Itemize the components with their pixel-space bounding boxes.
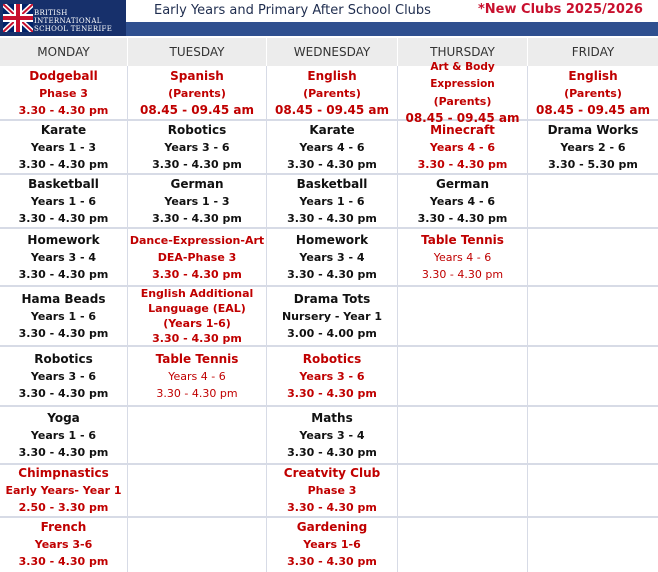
club-name: Homework [27, 232, 100, 247]
header-band [126, 22, 658, 36]
tuesday-club-cell [128, 121, 266, 173]
club-name: Maths [311, 410, 353, 425]
club-detail: (Parents) [433, 95, 492, 108]
page-title: Early Years and Primary After School Clubs [154, 3, 431, 18]
tuesday-club-cell [128, 347, 266, 405]
club-time: 3.30 - 4.30 pm [18, 211, 109, 225]
union-jack-icon [3, 4, 33, 32]
thursday-club-cell [398, 175, 527, 227]
wednesday-club-cell [267, 465, 397, 516]
club-time: 3.00 - 4.00 pm [287, 326, 377, 340]
day-header-monday: MONDAY [0, 38, 127, 66]
club-time: 3.30 - 4.30 pm [18, 157, 109, 171]
club-detail: Years 3 - 4 [299, 250, 365, 264]
club-name: Dance-Expression-Art [129, 233, 265, 247]
club-name: Karate [309, 122, 355, 137]
club-name: English Additional [140, 287, 254, 300]
monday-club-cell [0, 229, 127, 285]
club-name: Creatvity Club [283, 466, 381, 480]
club-time: 3.30 - 4.30 pm [18, 326, 109, 340]
club-time: 3.30 - 4.30 pm [287, 211, 377, 225]
wednesday-club-cell [267, 175, 397, 227]
thursday-club-cell [398, 121, 527, 173]
club-time: 3.30 - 4.30 pm [417, 157, 508, 171]
club-name: Spanish [170, 68, 224, 83]
club-detail: Years 3 - 4 [30, 250, 97, 264]
club-detail: Years 4 - 6 [433, 250, 492, 264]
club-name: French [40, 520, 87, 534]
club-name: Art & Body Expression [430, 61, 495, 90]
club-time: 3.30 - 4.30 pm [417, 211, 508, 225]
club-time: 08.45 - 09.45 am [139, 102, 255, 117]
club-time: 2.50 - 3.30 pm [18, 501, 109, 514]
club-detail: Early Years- Year 1 [5, 484, 122, 497]
club-name: Robotics [34, 351, 93, 366]
header [0, 0, 658, 33]
club-detail: Years 1 - 3 [30, 140, 97, 154]
club-name: Robotics [167, 122, 227, 137]
club-detail: (Parents) [168, 86, 226, 100]
club-name: Table Tennis [155, 351, 239, 366]
club-name: Gardening [296, 520, 368, 534]
club-name: English [568, 68, 618, 83]
monday-club-cell [0, 407, 127, 463]
day-header-friday: FRIDAY [528, 38, 658, 66]
tuesday-club-cell [128, 287, 266, 345]
club-name: English [307, 68, 357, 83]
club-time: 3.30 - 4.30 pm [156, 386, 238, 400]
club-time: 3.30 - 4.30 pm [287, 445, 377, 459]
club-time: 3.30 - 4.30 pm [287, 267, 377, 281]
club-detail: DEA-Phase 3 [157, 250, 237, 264]
club-name: Yoga [47, 410, 80, 425]
day-header-wednesday: WEDNESDAY [267, 38, 397, 66]
wednesday-club-cell [267, 121, 397, 173]
tuesday-club-cell [128, 67, 266, 119]
club-detail: Years 3-6 [34, 538, 93, 551]
wednesday-club-cell [267, 347, 397, 405]
club-detail: Years 3 - 6 [164, 140, 230, 154]
wednesday-club-cell [267, 407, 397, 463]
monday-club-cell [0, 67, 127, 119]
club-detail: Years 3 - 6 [299, 369, 365, 383]
club-time: 3.30 - 4.30 pm [421, 267, 504, 281]
club-detail: Phase 3 [307, 484, 357, 497]
club-time: 3.30 - 4.30 pm [18, 267, 109, 281]
club-name: Minecraft [430, 122, 495, 137]
club-name: Karate [40, 122, 87, 137]
club-name: Dodgeball [29, 68, 98, 83]
club-name: German [170, 176, 224, 191]
club-name: Drama Works [547, 122, 639, 137]
club-name: German [435, 176, 490, 191]
wednesday-club-cell [267, 518, 397, 571]
club-detail: Years 3 - 4 [299, 428, 365, 442]
club-detail: Language (EAL) [148, 302, 246, 315]
club-name: Robotics [302, 351, 362, 366]
club-time: 3.30 - 4.30 pm [287, 555, 377, 568]
club-time: 3.30 - 4.30 pm [18, 386, 109, 400]
club-time: 3.30 - 5.30 pm [548, 157, 638, 171]
club-time: 3.30 - 4.30 pm [152, 332, 242, 345]
club-detail: Years 1-6 [303, 538, 361, 551]
monday-club-cell [0, 465, 127, 516]
new-clubs-label: *New Clubs 2025/2026 [478, 2, 643, 17]
club-name: Homework [295, 232, 369, 247]
tuesday-club-cell [128, 175, 266, 227]
club-time: 3.30 - 4.30 pm [287, 501, 377, 514]
club-detail: Years 4 - 6 [299, 140, 365, 154]
friday-club-cell [528, 67, 658, 119]
monday-club-cell [0, 121, 127, 173]
wednesday-club-cell [267, 67, 397, 119]
club-detail: Years 1 - 6 [30, 428, 97, 442]
club-detail: Years 1 - 6 [299, 194, 365, 208]
monday-club-cell [0, 518, 127, 571]
club-detail: (Years 1-6) [163, 317, 231, 330]
club-detail: Years 1 - 6 [30, 194, 97, 208]
club-time: 3.30 - 4.30 pm [152, 157, 242, 171]
club-time: 08.45 - 09.45 am [274, 102, 390, 117]
club-detail: Years 4 - 6 [168, 369, 226, 383]
monday-club-cell [0, 287, 127, 345]
tuesday-club-cell [128, 229, 266, 285]
club-time: 3.30 - 4.30 pm [287, 386, 377, 400]
club-time: 3.30 - 4.30 pm [152, 267, 242, 281]
monday-club-cell [0, 175, 127, 227]
club-detail: Phase 3 [39, 86, 88, 100]
club-detail: Years 1 - 6 [30, 309, 97, 323]
day-header-tuesday: TUESDAY [128, 38, 266, 66]
club-detail: (Parents) [564, 86, 622, 100]
monday-club-cell [0, 347, 127, 405]
club-detail: Nursery - Year 1 [281, 309, 383, 323]
thursday-club-cell [398, 229, 527, 285]
club-name: Table Tennis [421, 232, 504, 247]
thursday-club-cell [398, 61, 527, 125]
club-name: Drama Tots [293, 291, 371, 306]
club-detail: Years 1 - 3 [164, 194, 230, 208]
club-time: 3.30 - 4.30 pm [287, 157, 377, 171]
club-time: 08.45 - 09.45 am [535, 102, 651, 117]
club-name: Chimpnastics [18, 466, 109, 480]
day-header-thursday: THURSDAY [398, 38, 527, 66]
school-logo [0, 0, 126, 36]
club-detail: (Parents) [303, 86, 361, 100]
club-name: Basketball [296, 176, 368, 191]
club-time: 3.30 - 4.30 pm [18, 555, 109, 568]
logo-line-1: BRITISH INTERNATIONAL [34, 9, 102, 25]
club-time: 3.30 - 4.30 pm [18, 103, 109, 117]
club-name: Basketball [28, 176, 99, 191]
wednesday-club-cell [267, 287, 397, 345]
club-time: 3.30 - 4.30 pm [18, 445, 109, 459]
club-time: 3.30 - 4.30 pm [152, 211, 242, 225]
logo-line-2: SCHOOL TENERIFE [34, 25, 113, 33]
club-detail: Years 4 - 6 [429, 140, 496, 154]
wednesday-club-cell [267, 229, 397, 285]
friday-club-cell [528, 121, 658, 173]
club-name: Hama Beads [21, 291, 106, 306]
club-detail: Years 2 - 6 [560, 140, 626, 154]
club-detail: Years 4 - 6 [429, 194, 496, 208]
logo-text [34, 9, 124, 33]
club-time: 08.45 - 09.45 am [405, 111, 520, 125]
club-detail: Years 3 - 6 [30, 369, 97, 383]
